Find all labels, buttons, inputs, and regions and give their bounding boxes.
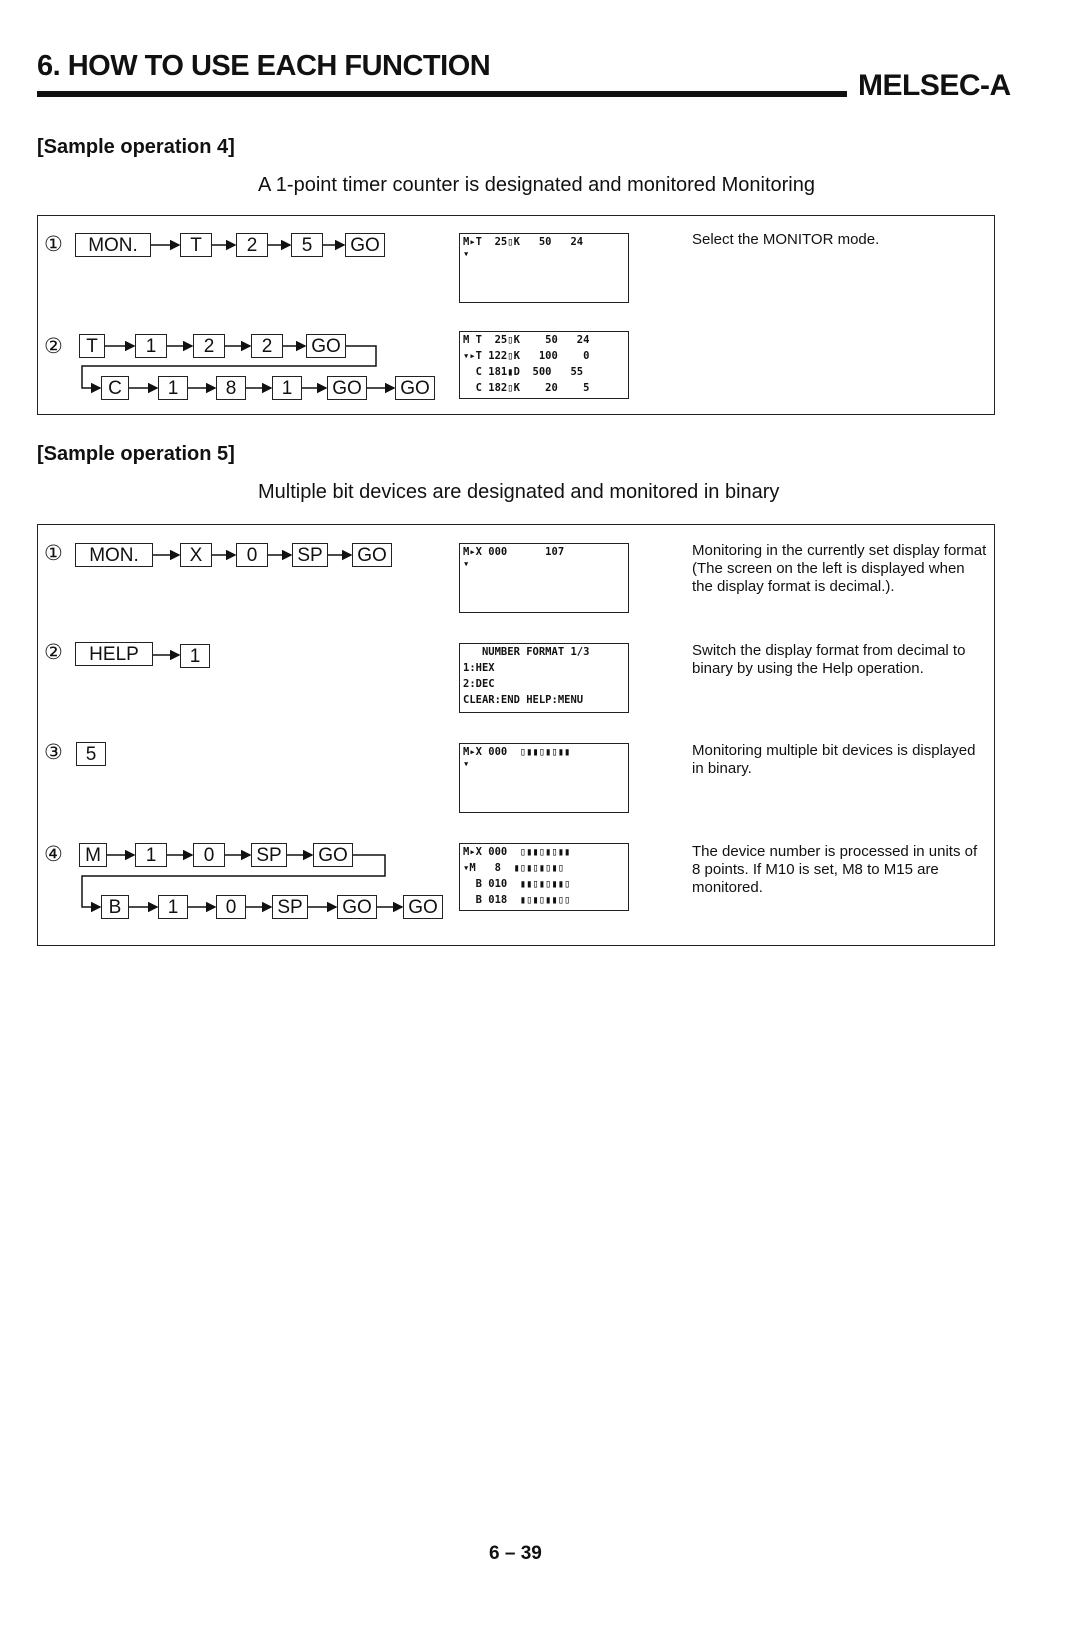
screen-line: ▾ [463,558,470,570]
op5-step1-description: Monitoring in the currently set display format (The screen on the left is displayed when the display format is decimal.). [692,542,987,595]
go-key: GO [327,376,367,400]
screen-line: 2:DEC [463,678,495,690]
go-key: GO [403,895,443,919]
op5-step2-number: ② [44,641,63,664]
screen-line: 1:HEX [463,662,495,674]
t-key: T [180,233,212,257]
digit-5-key: 5 [76,742,106,766]
op5-step4-number: ④ [44,843,63,866]
screen-line: ▾ [463,758,470,770]
screen-line: M▸X 000 ▯▮▮▯▮▯▮▮ [463,846,571,858]
screen-line: NUMBER FORMAT 1/3 [463,646,590,658]
op5-step2-description: Switch the display format from decimal to binary by using the Help operation. [692,642,966,677]
brand-name: MELSEC-A [858,69,1011,102]
op4-subtitle: A 1-point timer counter is designated and monitored Monitoring [258,174,815,196]
digit-1-key: 1 [135,334,167,358]
digit-2-key: 2 [193,334,225,358]
page-section-title: 6. HOW TO USE EACH FUNCTION [37,50,491,82]
screen-line: ▾▸T 122▯K 100 0 [463,350,590,362]
page-number: 6 – 39 [489,1543,542,1564]
c-key: C [101,376,129,400]
go-key: GO [337,895,377,919]
go-key: GO [352,543,392,567]
sp-key: SP [272,895,308,919]
op5-step1-number: ① [44,542,63,565]
screen-line: CLEAR:END HELP:MENU [463,694,584,706]
x-key: X [180,543,212,567]
screen-line: B 010 ▮▮▯▮▯▮▮▯ [463,878,571,890]
screen-line: ▾M 8 ▮▯▮▯▮▯▮▯ [463,862,565,874]
digit-1-key: 1 [272,376,302,400]
screen-line: M▸X 000 107 [463,546,565,558]
op4-step1-description: Select the MONITOR mode. [692,231,880,248]
op4-step1-number: ① [44,233,63,256]
go-key: GO [345,233,385,257]
screen-line: M T 25▯K 50 24 [463,334,590,346]
digit-2-key: 2 [236,233,268,257]
screen-line: C 182▯K 20 5 [463,382,590,394]
mon-key: MON. [75,543,153,567]
help-key: HELP [75,642,153,666]
digit-1-key: 1 [158,376,188,400]
op5-title: [Sample operation 5] [37,443,235,465]
screen-line: C 181▮D 500 55 [463,366,584,378]
digit-2-key: 2 [251,334,283,358]
op4-step2-number: ② [44,335,63,358]
go-key: GO [395,376,435,400]
digit-0-key: 0 [236,543,268,567]
b-key: B [101,895,129,919]
m-key: M [79,843,107,867]
op5-step3-number: ③ [44,741,63,764]
digit-8-key: 8 [216,376,246,400]
sp-key: SP [251,843,287,867]
digit-0-key: 0 [193,843,225,867]
digit-0-key: 0 [216,895,246,919]
op5-step3-description: Monitoring multiple bit devices is displayed in binary. [692,742,976,777]
screen-line: ▾ [463,248,470,260]
digit-1-key: 1 [135,843,167,867]
go-key: GO [313,843,353,867]
screen-line: B 018 ▮▯▮▯▮▮▯▯ [463,894,571,906]
digit-1-key: 1 [180,644,210,668]
op5-step4-description: The device number is processed in units of 8 points. If M10 is set, M8 to M15 are monitored. [692,843,978,896]
digit-5-key: 5 [291,233,323,257]
op4-title: [Sample operation 4] [37,136,235,158]
go-key: GO [306,334,346,358]
t-key: T [79,334,105,358]
screen-line: M▸X 000 ▯▮▮▯▮▯▮▮ [463,746,571,758]
screen-line: M▸T 25▯K 50 24 [463,236,584,248]
sp-key: SP [292,543,328,567]
digit-1-key: 1 [158,895,188,919]
mon-key: MON. [75,233,151,257]
op5-subtitle: Multiple bit devices are designated and monitored in binary [258,481,780,503]
